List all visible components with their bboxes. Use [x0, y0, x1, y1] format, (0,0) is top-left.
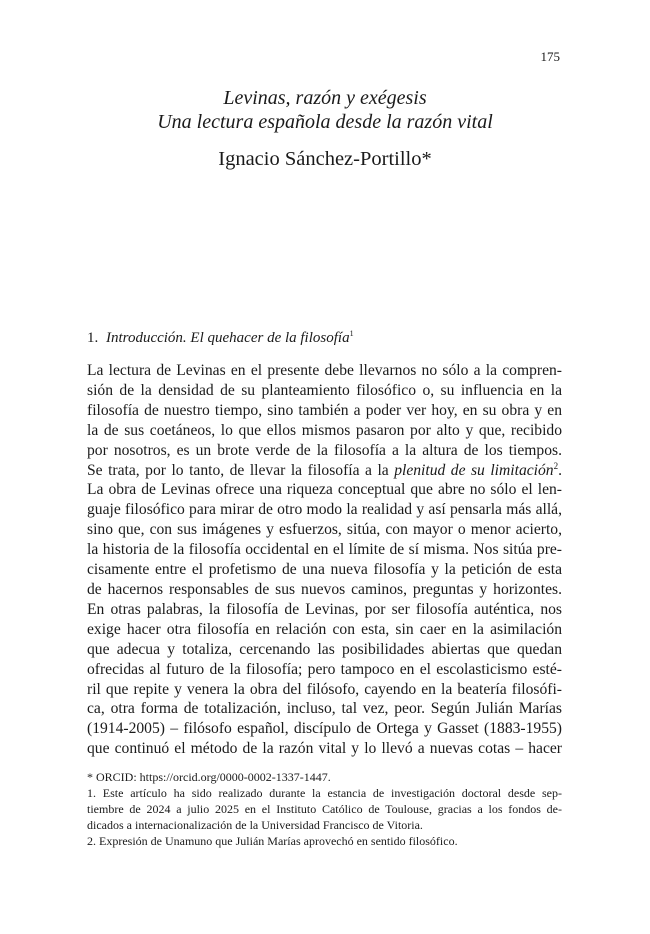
page-number: 175 — [540, 49, 560, 64]
body-line: sión de la densidad de su planteamiento filosófico o, su influencia en la — [87, 381, 562, 399]
title-block — [0, 86, 650, 171]
body-line: que adecua y totaliza, cercenando las posibilidades abiertas que quedan — [87, 640, 562, 658]
body-line: de hacernos responsables de sus nuevos caminos, preguntas y horizontes. — [87, 580, 562, 598]
body-line: La obra de Levinas ofrece una riqueza conceptual que abre no sólo el len- — [87, 481, 562, 499]
footnote-1-line: 1. Este artículo ha sido realizado durante la estancia de investigación doctoral desde sep- — [87, 786, 562, 800]
footnotes — [87, 769, 562, 849]
body-line: ca, otra forma de totalización, incluso, tal vez, peor. Según Julián Marías — [87, 700, 562, 718]
body-line: la de sus coetáneos, lo que ellos mismos pasaron por alto y que, recibido — [87, 421, 562, 439]
body-line: sino que, con sus imágenes y esfuerzos, sitúa, con mayor o menor acierto, — [87, 521, 562, 539]
body-line: En otras palabras, la filosofía de Levinas, por ser filosofía auténtica, nos — [87, 600, 562, 618]
body-line: exige hacer otra filosofía en relación con esta, sin caer en la asimilación — [87, 620, 562, 638]
body-line: filosofía de nuestro tiempo, sino también a poder ver hoy, en su obra y en — [87, 401, 562, 419]
article-subtitle: Una lectura española desde la razón vital — [157, 111, 493, 133]
article-title: Levinas, razón y exégesis — [223, 87, 427, 109]
footnote-1-line: tiembre de 2024 a julio 2025 en el Instituto Católico de Toulouse, gracias a los fondos de- — [87, 802, 562, 816]
body-line-text: . — [558, 461, 562, 479]
body-line: por nosotros, es un brote verde de la filosofía a la altura de los tiempos. — [87, 441, 562, 459]
body-paragraph — [87, 361, 562, 759]
body-line-text: Se trata, por lo tanto, de llevar la filosofía a la — [87, 461, 395, 479]
body-line: ofrecidas al futuro de la filosofía; pero tampoco en el escolasticismo esté- — [87, 660, 562, 678]
author-name: Ignacio Sánchez-Portillo* — [218, 148, 432, 170]
body-line: La lectura de Levinas en el presente debe llevarnos no sólo a la compren- — [87, 362, 562, 379]
footnote-ref-1[interactable]: 1 — [349, 329, 354, 338]
footnote-orcid: * ORCID: https://orcid.org/0000-0002-1337-1447. — [87, 770, 331, 784]
body-line: ril que repite y venera la obra del filósofo, cayendo en la beatería filosófi- — [87, 680, 562, 698]
section-heading — [87, 330, 354, 347]
footnote-ref-2[interactable]: 2 — [553, 460, 559, 471]
body-line: la historia de la filosofía occidental en el límite de sí misma. Nos sitúa pre- — [87, 541, 562, 559]
footnote-2: 2. Expresión de Unamuno que Julián Marías aprovechó en sentido filosófico. — [87, 834, 458, 848]
body-line: guaje filosófico para mirar de otro modo la realidad y así pensarla más allá, — [87, 501, 562, 519]
section-number: 1. — [87, 330, 99, 346]
footnote-1-line: dicados a internacionalización de la Universidad Francisco de Vitoria. — [87, 818, 423, 832]
section-title: Introducción. El quehacer de la filosofía — [106, 330, 350, 346]
body-line: cisamente entre el profetismo de una nueva filosofía y la petición de esta — [87, 561, 562, 579]
emphasis-text: plenitud de su limitación — [394, 461, 554, 479]
body-line: (1914-2005) – filósofo español, discípulo de Ortega y Gasset (1883-1955) — [87, 720, 562, 738]
body-line: que continuó el método de la razón vital y lo llevó a nuevas cotas – hacer — [87, 740, 562, 758]
body-line — [87, 461, 562, 481]
